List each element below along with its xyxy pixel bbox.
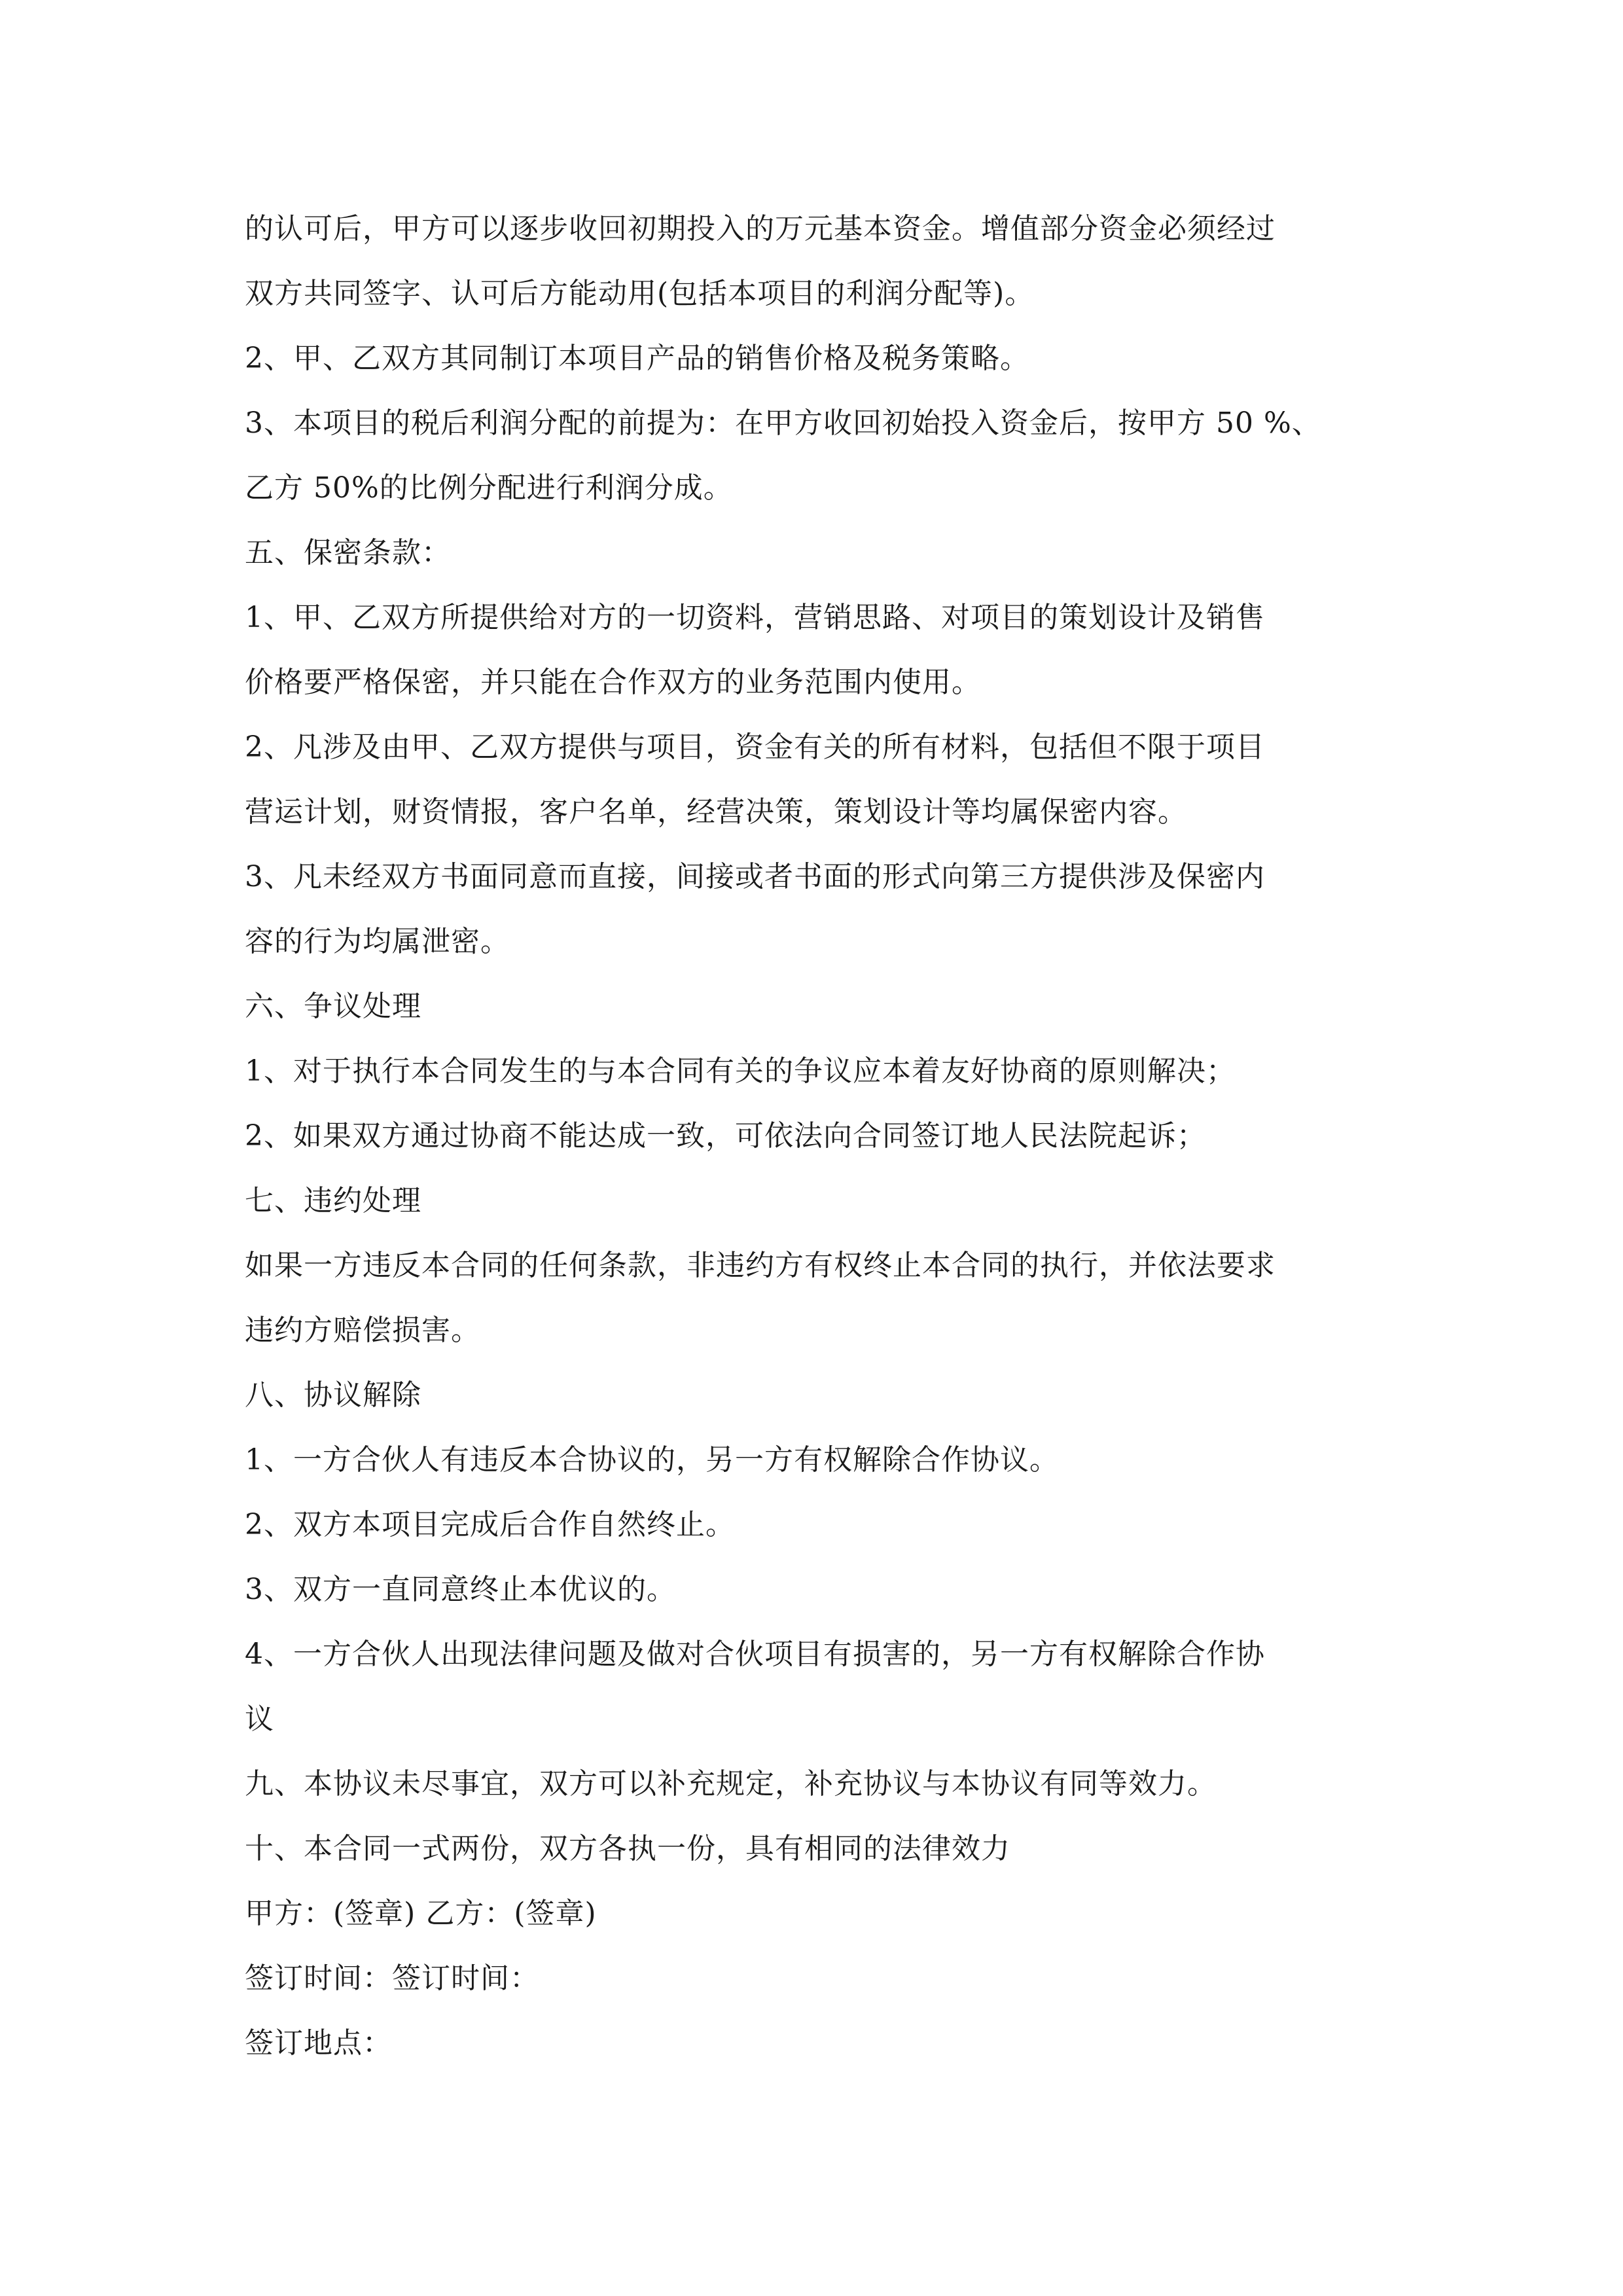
signing-date-line: 签订时间：签订时间： xyxy=(245,1962,539,1995)
text-line: 2、甲、乙双方其同制订本项目产品的销售价格及税务策略。 xyxy=(245,342,1029,375)
text-line: 4、一方合伙人出现法律问题及做对合伙项目有损害的，另一方有权解除合作协 xyxy=(245,1638,1265,1671)
text-line: 1、甲、乙双方所提供给对方的一切资料，营销思路、对项目的策划设计及销售 xyxy=(245,601,1265,634)
text-line: 2、凡涉及由甲、乙双方提供与项目，资金有关的所有材料，包括但不限于项目 xyxy=(245,730,1265,764)
section-heading: 七、违约处理 xyxy=(245,1184,421,1217)
signing-place-line: 签订地点： xyxy=(245,2026,392,2060)
text-line: 3、凡未经双方书面同意而直接，间接或者书面的形式向第三方提供涉及保密内 xyxy=(245,860,1265,893)
text-line: 十、本合同一式两份，双方各执一份，具有相同的法律效力 xyxy=(245,1832,1010,1865)
section-heading: 五、保密条款： xyxy=(245,536,451,569)
text-line: 的认可后，甲方可以逐步收回初期投入的万元基本资金。增值部分资金必须经过 xyxy=(245,212,1275,245)
text-line: 乙方 50%的比例分配进行利润分成。 xyxy=(245,471,733,505)
text-line: 容的行为均属泄密。 xyxy=(245,925,510,958)
text-line: 九、本协议未尽事宜，双方可以补充规定，补充协议与本协议有同等效力。 xyxy=(245,1767,1217,1801)
text-line: 1、一方合伙人有违反本合协议的，另一方有权解除合作协议。 xyxy=(245,1443,1059,1477)
text-line: 3、本项目的税后利润分配的前提为：在甲方收回初始投入资金后，按甲方 50 %、 xyxy=(245,406,1321,440)
text-line: 营运计划，财资情报，客户名单，经营决策，策划设计等均属保密内容。 xyxy=(245,795,1187,829)
text-line: 1、对于执行本合同发生的与本合同有关的争议应本着友好协商的原则解决； xyxy=(245,1054,1236,1088)
text-line: 价格要严格保密，并只能在合作双方的业务范围内使用。 xyxy=(245,666,981,699)
text-line: 2、双方本项目完成后合作自然终止。 xyxy=(245,1508,735,1541)
text-line: 违约方赔偿损害。 xyxy=(245,1314,480,1347)
section-heading: 八、协议解除 xyxy=(245,1378,421,1412)
text-line: 议 xyxy=(245,1702,274,1736)
text-line: 3、双方一直同意终止本优议的。 xyxy=(245,1573,676,1606)
text-line: 如果一方违反本合同的任何条款，非违约方有权终止本合同的执行，并依法要求 xyxy=(245,1249,1275,1282)
text-line: 2、如果双方通过协商不能达成一致，可依法向合同签订地人民法院起诉； xyxy=(245,1119,1206,1153)
signature-line: 甲方：(签章) 乙方：(签章) xyxy=(245,1897,597,1930)
section-heading: 六、争议处理 xyxy=(245,990,421,1023)
text-line: 双方共同签字、认可后方能动用(包括本项目的利润分配等)。 xyxy=(245,277,1035,310)
